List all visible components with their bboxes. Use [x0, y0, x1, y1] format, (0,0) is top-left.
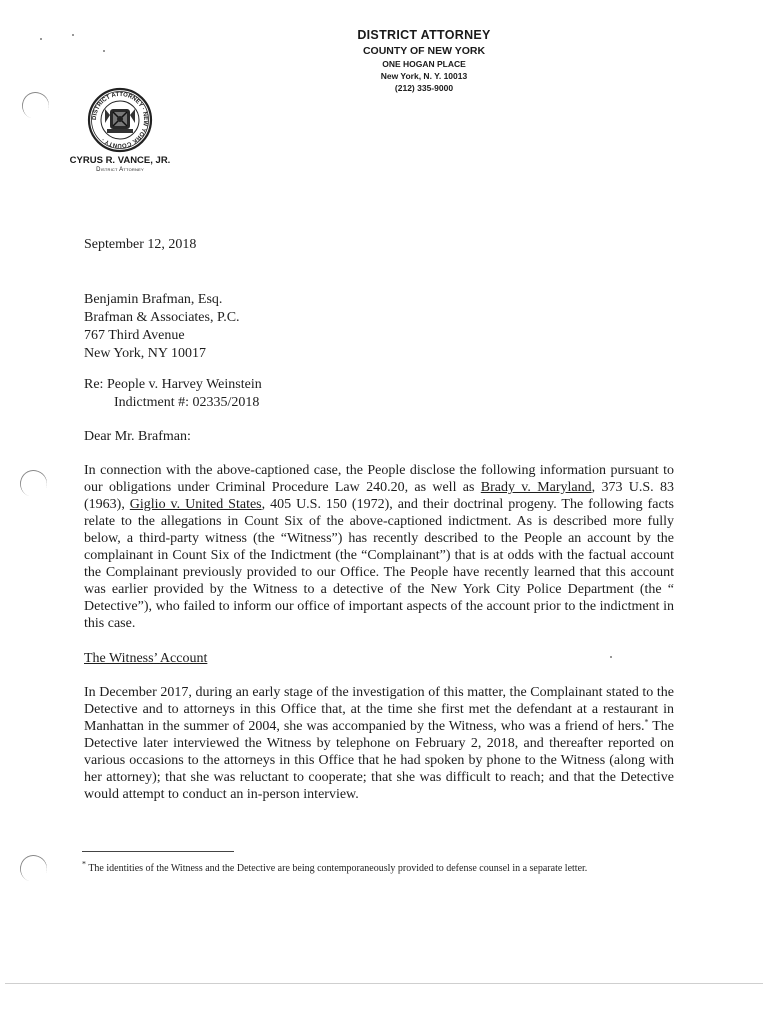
scan-speck: [72, 34, 74, 36]
punch-hole-mark: [16, 851, 51, 886]
district-attorney-seal-icon: [87, 87, 153, 153]
recipient-name: Benjamin Brafman, Esq.: [84, 292, 223, 307]
signatory-block: [60, 155, 180, 173]
letter-date: September 12, 2018: [84, 237, 197, 252]
re-case: Re: People v. Harvey Weinstein: [84, 377, 262, 392]
re-indictment: Indictment #: 02335/2018: [114, 395, 260, 410]
recipient-address: [84, 291, 674, 363]
salutation: Dear Mr. Brafman:: [84, 429, 191, 444]
para1-text-b: , 373 U.S. 83 (1963),: [84, 480, 674, 512]
recipient-city: New York, NY 10017: [84, 346, 206, 361]
paragraph-disclosure: [84, 462, 674, 632]
scan-speck: [103, 50, 105, 52]
footnote-divider: [82, 851, 234, 852]
letterhead: [0, 28, 768, 93]
scan-speck: [610, 656, 612, 658]
scan-edge-line: [5, 983, 763, 984]
scan-speck: [40, 38, 42, 40]
recipient-firm: Brafman & Associates, P.C.: [84, 310, 240, 325]
district-attorney-name: CYRUS R. VANCE, JR.: [69, 155, 171, 166]
paragraph-witness-account: [84, 684, 674, 803]
recipient-street: 767 Third Avenue: [84, 328, 185, 343]
footnote-mark: *: [82, 859, 86, 869]
re-block: [84, 376, 674, 412]
punch-hole-mark: [16, 466, 51, 501]
para2-text-b: The Detective later interviewed the Witness by telephone on February 2, 2018, and thereafter reported on various occasions to the attorneys in this Office that he had spoken by phone to the Witness (along with her attorney); that she was reluctant to cooperate; that she was difficult to reach; and that the Detective would attempt to conduct an in-person interview.: [84, 719, 674, 802]
footnote-marker: *: [644, 717, 649, 727]
footnote: [82, 859, 662, 875]
office-address-line1: ONE HOGAN PLACE: [382, 59, 466, 69]
office-phone: (212) 335-9000: [394, 83, 454, 93]
footnote-text: The identities of the Witness and the Detective are being contemporaneously provided to defense counsel in a separate letter.: [86, 863, 588, 874]
punch-hole-mark: [18, 88, 53, 123]
county-name: COUNTY OF NEW YORK: [362, 45, 486, 57]
seal-ring-text: DISTRICT ATTORNEY · NEW YORK COUNTY ·: [91, 91, 149, 149]
case-cite-giglio: Giglio v. United States: [129, 497, 262, 512]
office-address-line2: New York, N. Y. 10013: [380, 71, 468, 81]
para1-text-c: , 405 U.S. 150 (1972), and their doctrinal progeny. The following facts relate to the allegations in Count Six of the above-captioned indictment. As is described more fully below, a third-party witness (the “Witness”) has recently described to the People an account by the complainant in Count Six of the Indictment (the “Complainant”) that is at odds with the factual account the Complainant previously provided to our Office. The People have recently learned that this account was earlier provided by the Witness to a detective of the New York City Police Department (the “ Detective”), who failed to inform our office of important aspects of the account prior to the indictment in this case.: [84, 497, 674, 631]
para2-text-a: In December 2017, during an early stage of the investigation of this matter, the Complainant stated to the Detective and to attorneys in this Office that, at the time she first met the defendant at a restaurant in Manhattan in the summer of 2004, she was accompanied by the Witness, who was a friend of hers.: [84, 685, 674, 734]
district-attorney-title: District Attorney: [96, 167, 144, 173]
para1-text-a: In connection with the above-captioned case, the People disclose the following information pursuant to our obligations under Criminal Procedure Law 240.20, as well as: [84, 463, 674, 495]
section-heading: The Witness’ Account: [84, 651, 208, 666]
office-title: DISTRICT ATTORNEY: [357, 28, 491, 42]
case-cite-brady: Brady v. Maryland: [480, 480, 592, 495]
